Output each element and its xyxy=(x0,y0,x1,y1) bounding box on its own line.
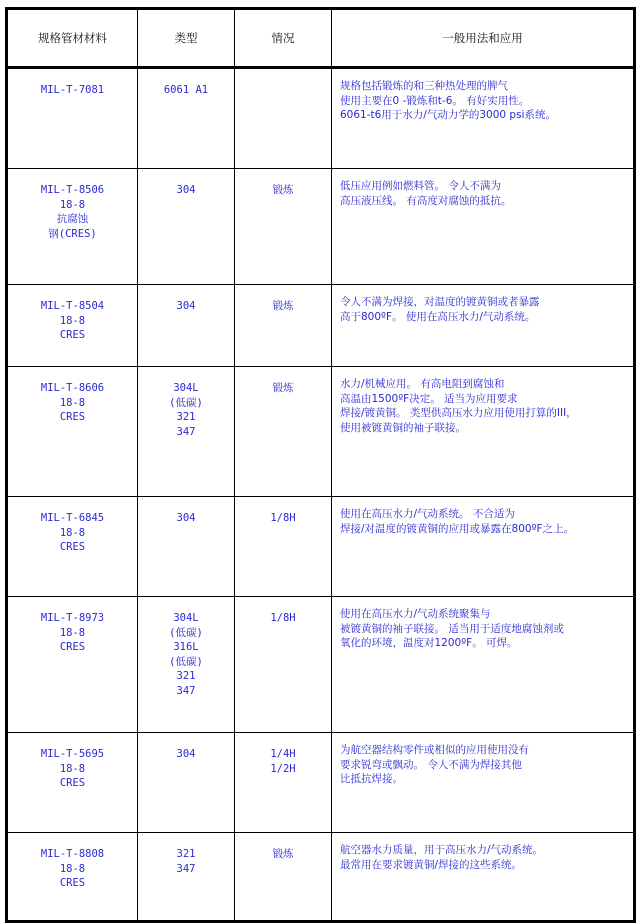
header-spec: 规格管材材料 xyxy=(7,9,138,68)
application-cell xyxy=(332,733,635,833)
condition-cell xyxy=(235,497,332,597)
spec-cell-line: 18-8 xyxy=(59,862,86,875)
table-row xyxy=(7,169,635,285)
spec-cell xyxy=(7,68,138,169)
condition-cell-line: 1/8H xyxy=(270,612,296,624)
table-row xyxy=(7,597,635,733)
application-cell-line: 使用被镀黄铜的袖子联接。 xyxy=(340,421,466,434)
spec-cell-line: MIL-T-5695 xyxy=(40,748,105,760)
spec-cell-line: MIL-T-7081 xyxy=(40,84,105,96)
spec-cell-line: 抗腐蚀 xyxy=(56,213,89,225)
spec-cell-line: 钢(CRES) xyxy=(48,227,97,240)
spec-cell-line: CRES xyxy=(59,777,86,789)
spec-cell xyxy=(7,733,138,833)
type-cell xyxy=(138,497,235,597)
spec-cell-line: CRES xyxy=(59,411,86,423)
application-cell xyxy=(332,285,635,367)
type-cell xyxy=(138,733,235,833)
condition-cell xyxy=(235,733,332,833)
type-cell-line: 304 xyxy=(176,748,196,760)
type-cell-line: (低碳) xyxy=(169,626,203,639)
application-cell-line: 最常用在要求镀黄铜/焊接的这些系统。 xyxy=(340,858,523,871)
application-cell-line: 要求锐弯或飘动。 令人不满为焊接其他 xyxy=(340,758,522,771)
application-cell xyxy=(332,597,635,733)
application-cell-line: 高温由1500ºF决定。 适当为应用要求 xyxy=(340,392,518,405)
spec-cell xyxy=(7,169,138,285)
header-condition: 情况 xyxy=(235,9,332,68)
table-row xyxy=(7,497,635,597)
condition-cell-line: 锻炼 xyxy=(272,300,294,312)
spec-cell-line: MIL-T-8808 xyxy=(40,848,105,860)
table-row xyxy=(7,68,635,169)
table-row xyxy=(7,733,635,833)
application-cell-line: 比抵抗焊接。 xyxy=(340,773,403,785)
type-cell-line: 347 xyxy=(176,862,196,875)
spec-cell-line: MIL-T-8973 xyxy=(40,612,105,624)
type-cell-line: 321 xyxy=(176,411,196,423)
application-cell-line: 使用在高压水力/气动系统。 不合适为 xyxy=(340,508,515,520)
spec-table xyxy=(5,7,636,923)
application-cell-line: 使用在高压水力/气动系统聚集与 xyxy=(340,608,491,620)
type-cell-line: 347 xyxy=(176,425,196,438)
header-type: 类型 xyxy=(138,9,235,68)
application-cell-line: 为航空器结构零件或相似的应用使用没有 xyxy=(340,744,529,756)
application-cell xyxy=(332,367,635,497)
application-cell-line: 焊接/镀黄铜。 类型供高压水力应用使用打算的III， xyxy=(340,407,577,419)
application-cell-line: 低压应用例如燃料管。 令人不满为 xyxy=(340,180,501,192)
spec-cell-line: CRES xyxy=(59,329,86,341)
application-cell-line: 焊接/对温度的镀黄铜的应用或暴露在800ºF之上。 xyxy=(340,522,575,535)
type-cell-line: 304L xyxy=(173,612,199,624)
table-row xyxy=(7,367,635,497)
spec-cell-line: MIL-T-8506 xyxy=(40,184,105,196)
spec-cell xyxy=(7,833,138,922)
type-cell-line: 321 xyxy=(176,848,196,860)
spec-cell-line: 18-8 xyxy=(59,626,86,639)
type-cell-line: 6061 A1 xyxy=(163,84,209,96)
type-cell-line: (低碳) xyxy=(169,655,203,668)
type-cell xyxy=(138,597,235,733)
spec-cell-line: MIL-T-8504 xyxy=(40,300,105,312)
type-cell-line: 321 xyxy=(176,670,196,682)
condition-cell xyxy=(235,169,332,285)
application-cell-line: 6061-t6用于水力/气动力学的3000 psi系统。 xyxy=(340,109,556,121)
type-cell-line: (低碳) xyxy=(169,396,203,409)
condition-cell xyxy=(235,597,332,733)
type-cell xyxy=(138,285,235,367)
application-cell-line: 高于800ºF。 使用在高压水力/气动系统。 xyxy=(340,310,536,323)
type-cell-line: 304L xyxy=(173,382,199,394)
condition-cell-line: 1/8H xyxy=(270,512,296,524)
condition-cell xyxy=(235,285,332,367)
spec-cell-line: 18-8 xyxy=(59,762,86,775)
type-cell xyxy=(138,68,235,169)
application-cell xyxy=(332,68,635,169)
type-cell-line: 316L xyxy=(173,641,199,653)
spec-cell-line: CRES xyxy=(59,541,86,553)
spec-cell-line: CRES xyxy=(59,641,86,653)
application-cell-line: 航空器水力质量，用于高压水力/气动系统。 xyxy=(340,844,544,856)
condition-cell-line: 1/4H xyxy=(270,748,296,760)
spec-cell xyxy=(7,497,138,597)
spec-cell xyxy=(7,597,138,733)
type-cell-line: 347 xyxy=(176,684,196,697)
application-cell-line: 被镀黄铜的袖子联接。 适当用于适度地腐蚀剂或 xyxy=(340,622,564,635)
type-cell-line: 304 xyxy=(176,184,196,196)
condition-cell-line: 1/2H xyxy=(270,762,296,775)
table-row xyxy=(7,833,635,922)
application-cell-line: 水力/机械应用。 有高电阻到腐蚀和 xyxy=(340,378,505,390)
application-cell xyxy=(332,497,635,597)
spec-cell xyxy=(7,285,138,367)
application-cell xyxy=(332,833,635,922)
type-cell-line: 304 xyxy=(176,512,196,524)
type-cell-line: 304 xyxy=(176,300,196,312)
condition-cell-line: 锻炼 xyxy=(272,184,294,196)
application-cell-line: 令人不满为焊接，对温度的镀黄铜或者暴露 xyxy=(340,296,540,308)
type-cell xyxy=(138,367,235,497)
condition-cell-line: 锻炼 xyxy=(272,848,294,860)
application-cell xyxy=(332,169,635,285)
application-cell-line: 规格包括锻炼的和三种热处理的脾气 xyxy=(340,80,508,92)
application-cell-line: 使用主要在0 -锻炼和t-6。 有好实用性。 xyxy=(340,94,530,107)
spec-cell-line: 18-8 xyxy=(59,198,86,211)
application-cell-line: 高压液压线。 有高度对腐蚀的抵抗。 xyxy=(340,194,512,207)
spec-cell-line: 18-8 xyxy=(59,314,86,327)
condition-cell-line: 锻炼 xyxy=(272,382,294,394)
spec-cell-line: 18-8 xyxy=(59,396,86,409)
spec-cell-line: MIL-T-6845 xyxy=(40,512,105,524)
spec-cell-line: CRES xyxy=(59,877,86,889)
type-cell xyxy=(138,169,235,285)
application-cell-line: 氧化的环境，温度对1200ºF。 可焊。 xyxy=(340,637,518,649)
type-cell xyxy=(138,833,235,922)
table-row xyxy=(7,285,635,367)
header-row xyxy=(7,9,635,68)
spec-cell-line: 18-8 xyxy=(59,526,86,539)
header-application: 一般用法和应用 xyxy=(332,9,635,68)
condition-cell xyxy=(235,833,332,922)
spec-cell xyxy=(7,367,138,497)
condition-cell xyxy=(235,367,332,497)
spec-cell-line: MIL-T-8606 xyxy=(40,382,105,394)
condition-cell xyxy=(235,68,332,169)
